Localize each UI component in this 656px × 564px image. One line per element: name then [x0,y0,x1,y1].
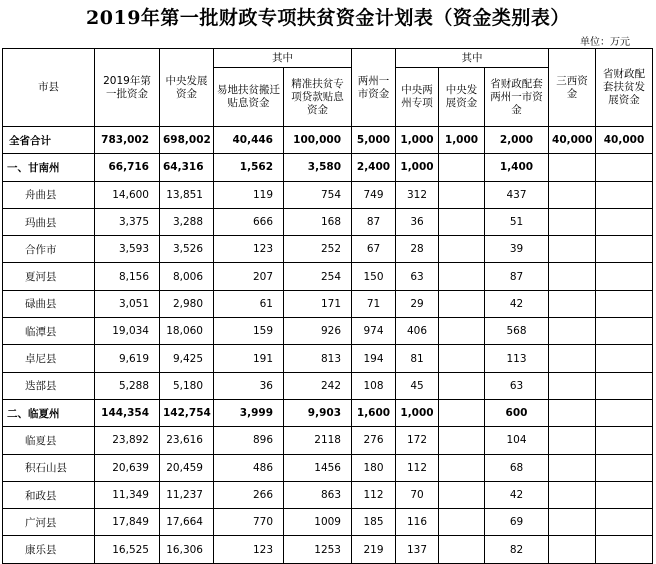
table-row [3,536,653,563]
table-cell: 87 [352,208,396,235]
table-cell: 1456 [284,454,352,481]
table-cell: 1,400 [485,154,549,181]
table-cell: 87 [485,263,549,290]
table-cell: 119 [214,181,284,208]
table-cell [439,318,485,345]
row-name: 广河县 [3,509,95,536]
table-cell: 17,849 [95,509,160,536]
table-cell: 11,237 [160,481,214,508]
header-group2: 其中 [396,49,549,68]
table-cell: 8,006 [160,263,214,290]
table-cell: 16,525 [95,536,160,563]
table-cell [439,481,485,508]
table-cell: 40,446 [214,127,284,154]
table-cell [596,236,653,263]
table-cell: 64,316 [160,154,214,181]
table-cell [549,399,596,426]
table-cell: 36 [396,208,439,235]
table-cell [439,399,485,426]
table-cell: 2,400 [352,154,396,181]
table-cell [596,345,653,372]
row-name: 全省合计 [3,127,95,154]
table-cell: 123 [214,536,284,563]
table-row [3,154,653,181]
table-cell: 3,999 [214,399,284,426]
table-cell: 100,000 [284,127,352,154]
table-cell [549,181,596,208]
table-cell: 5,000 [352,127,396,154]
table-cell: 63 [396,263,439,290]
table-cell: 82 [485,536,549,563]
row-name: 合作市 [3,236,95,263]
table-cell [549,263,596,290]
table-cell [439,154,485,181]
table-cell [596,481,653,508]
row-name: 康乐县 [3,536,95,563]
header-sanxi: 三西资金 [549,49,596,127]
table-cell: 3,526 [160,236,214,263]
table-cell: 29 [396,290,439,317]
row-name: 和政县 [3,481,95,508]
table-cell: 61 [214,290,284,317]
unit-label: 单位：万元 [580,37,630,48]
table-cell: 813 [284,345,352,372]
table-cell: 17,664 [160,509,214,536]
table-cell: 783,002 [95,127,160,154]
table-cell: 71 [352,290,396,317]
table-cell: 113 [485,345,549,372]
header-central-two-state: 中央两州专项 [396,68,439,127]
table-cell: 36 [214,372,284,399]
table-cell [439,345,485,372]
table-cell [596,454,653,481]
table-row [3,236,653,263]
page-title: 2019年第一批财政专项扶贫资金计划表（资金类别表） [86,7,570,29]
table-cell: 406 [396,318,439,345]
header-relocation: 易地扶贫搬迁贴息资金 [214,68,284,127]
table-cell: 28 [396,236,439,263]
table-row [3,509,653,536]
header-group1: 其中 [214,49,352,68]
table-cell [439,208,485,235]
table-cell [439,454,485,481]
header-precise-loan: 精准扶贫专项贷款贴息资金 [284,68,352,127]
table-cell: 266 [214,481,284,508]
table-cell: 2,000 [485,127,549,154]
table-cell: 1253 [284,536,352,563]
table-row [3,208,653,235]
table-cell: 194 [352,345,396,372]
table-cell: 70 [396,481,439,508]
row-name: 迭部县 [3,372,95,399]
table-row [3,372,653,399]
row-name: 临夏县 [3,427,95,454]
table-cell [549,481,596,508]
table-cell: 191 [214,345,284,372]
row-name: 积石山县 [3,454,95,481]
table-cell: 23,892 [95,427,160,454]
table-cell: 252 [284,236,352,263]
table-cell: 69 [485,509,549,536]
table-cell [439,236,485,263]
table-row [3,399,653,426]
table-body [3,127,653,564]
table-cell: 3,051 [95,290,160,317]
table-cell [596,509,653,536]
table-cell: 81 [396,345,439,372]
table-cell: 68 [485,454,549,481]
table-cell: 8,156 [95,263,160,290]
table-cell [596,290,653,317]
row-name: 玛曲县 [3,208,95,235]
table-cell: 1,600 [352,399,396,426]
table-cell: 40,000 [549,127,596,154]
table-cell: 2118 [284,427,352,454]
table-cell [549,208,596,235]
table-cell [549,509,596,536]
table-cell: 207 [214,263,284,290]
row-name: 卓尼县 [3,345,95,372]
table-cell: 9,903 [284,399,352,426]
table-cell: 9,619 [95,345,160,372]
table-cell: 16,306 [160,536,214,563]
table-cell: 1,000 [396,154,439,181]
table-cell: 168 [284,208,352,235]
table-cell: 180 [352,454,396,481]
header-total: 2019年第一批资金 [95,49,160,127]
table-cell: 13,851 [160,181,214,208]
table-row [3,181,653,208]
table-cell: 40,000 [596,127,653,154]
row-name: 夏河县 [3,263,95,290]
table-row [3,290,653,317]
table-cell: 150 [352,263,396,290]
table-cell [439,509,485,536]
table-cell [549,154,596,181]
table-cell: 23,616 [160,427,214,454]
table-cell: 18,060 [160,318,214,345]
table-cell [549,236,596,263]
table-cell: 9,425 [160,345,214,372]
table-cell: 1,000 [396,127,439,154]
table-cell: 749 [352,181,396,208]
table-cell [596,318,653,345]
table-cell: 172 [396,427,439,454]
table-cell: 3,580 [284,154,352,181]
table-cell [439,536,485,563]
table-cell: 20,639 [95,454,160,481]
table-cell: 112 [352,481,396,508]
table-cell: 698,002 [160,127,214,154]
table-cell: 312 [396,181,439,208]
table-cell: 5,288 [95,372,160,399]
table-cell: 185 [352,509,396,536]
table-cell: 159 [214,318,284,345]
table-cell: 1,562 [214,154,284,181]
table-cell: 1,000 [439,127,485,154]
table-cell [549,427,596,454]
table-cell: 754 [284,181,352,208]
table-cell [439,427,485,454]
table-row [3,481,653,508]
table-cell: 39 [485,236,549,263]
table-cell [439,181,485,208]
row-name: 一、甘南州 [3,154,95,181]
table-cell [549,454,596,481]
table-cell: 254 [284,263,352,290]
table-cell: 666 [214,208,284,235]
table-row [3,318,653,345]
table-cell: 142,754 [160,399,214,426]
table-cell: 42 [485,481,549,508]
table-cell [596,372,653,399]
table-cell [549,345,596,372]
header-two-state-city: 两州一市资金 [352,49,396,127]
table-cell: 219 [352,536,396,563]
table-row [3,454,653,481]
table-cell: 104 [485,427,549,454]
table-cell: 600 [485,399,549,426]
table-cell [439,290,485,317]
header-provincial-match: 省财政配套两州一市资金 [485,68,549,127]
row-name: 临潭县 [3,318,95,345]
table-cell: 19,034 [95,318,160,345]
table-cell [596,536,653,563]
table-cell: 42 [485,290,549,317]
row-name: 二、临夏州 [3,399,95,426]
table-cell: 974 [352,318,396,345]
table-cell: 926 [284,318,352,345]
table-cell: 45 [396,372,439,399]
table-cell [596,263,653,290]
table-cell: 51 [485,208,549,235]
table-cell: 770 [214,509,284,536]
table-cell: 5,180 [160,372,214,399]
table-cell [439,372,485,399]
table-cell [596,154,653,181]
table-cell: 20,459 [160,454,214,481]
table-cell [549,536,596,563]
table-cell: 108 [352,372,396,399]
fund-table [2,48,653,564]
table-cell: 14,600 [95,181,160,208]
table-cell [549,372,596,399]
table-cell: 67 [352,236,396,263]
table-cell: 3,375 [95,208,160,235]
table-cell [549,290,596,317]
table-cell [596,399,653,426]
table-cell: 144,354 [95,399,160,426]
table-cell: 276 [352,427,396,454]
table-cell: 66,716 [95,154,160,181]
row-name: 碌曲县 [3,290,95,317]
table-cell: 116 [396,509,439,536]
table-cell [596,427,653,454]
table-cell: 11,349 [95,481,160,508]
table-cell: 437 [485,181,549,208]
table-cell: 3,288 [160,208,214,235]
table-cell [596,208,653,235]
table-cell: 1009 [284,509,352,536]
table-cell: 63 [485,372,549,399]
table-cell [549,318,596,345]
table-cell: 1,000 [396,399,439,426]
table-cell: 486 [214,454,284,481]
table-cell: 3,593 [95,236,160,263]
table-cell: 863 [284,481,352,508]
table-row [3,345,653,372]
header-central-dev: 中央发展资金 [160,49,214,127]
header-county: 市县 [3,49,95,127]
table-cell [439,263,485,290]
table-cell: 137 [396,536,439,563]
table-cell: 112 [396,454,439,481]
table-row [3,263,653,290]
header-central-dev-fund: 中央发展资金 [439,68,485,127]
header-provincial-other: 省财政配套扶贫发展资金 [596,49,653,127]
table-cell: 2,980 [160,290,214,317]
table-cell [596,181,653,208]
table-cell: 171 [284,290,352,317]
table-row [3,127,653,154]
table-row [3,427,653,454]
row-name: 舟曲县 [3,181,95,208]
table-cell: 123 [214,236,284,263]
table-cell: 242 [284,372,352,399]
table-cell: 896 [214,427,284,454]
table-cell: 568 [485,318,549,345]
